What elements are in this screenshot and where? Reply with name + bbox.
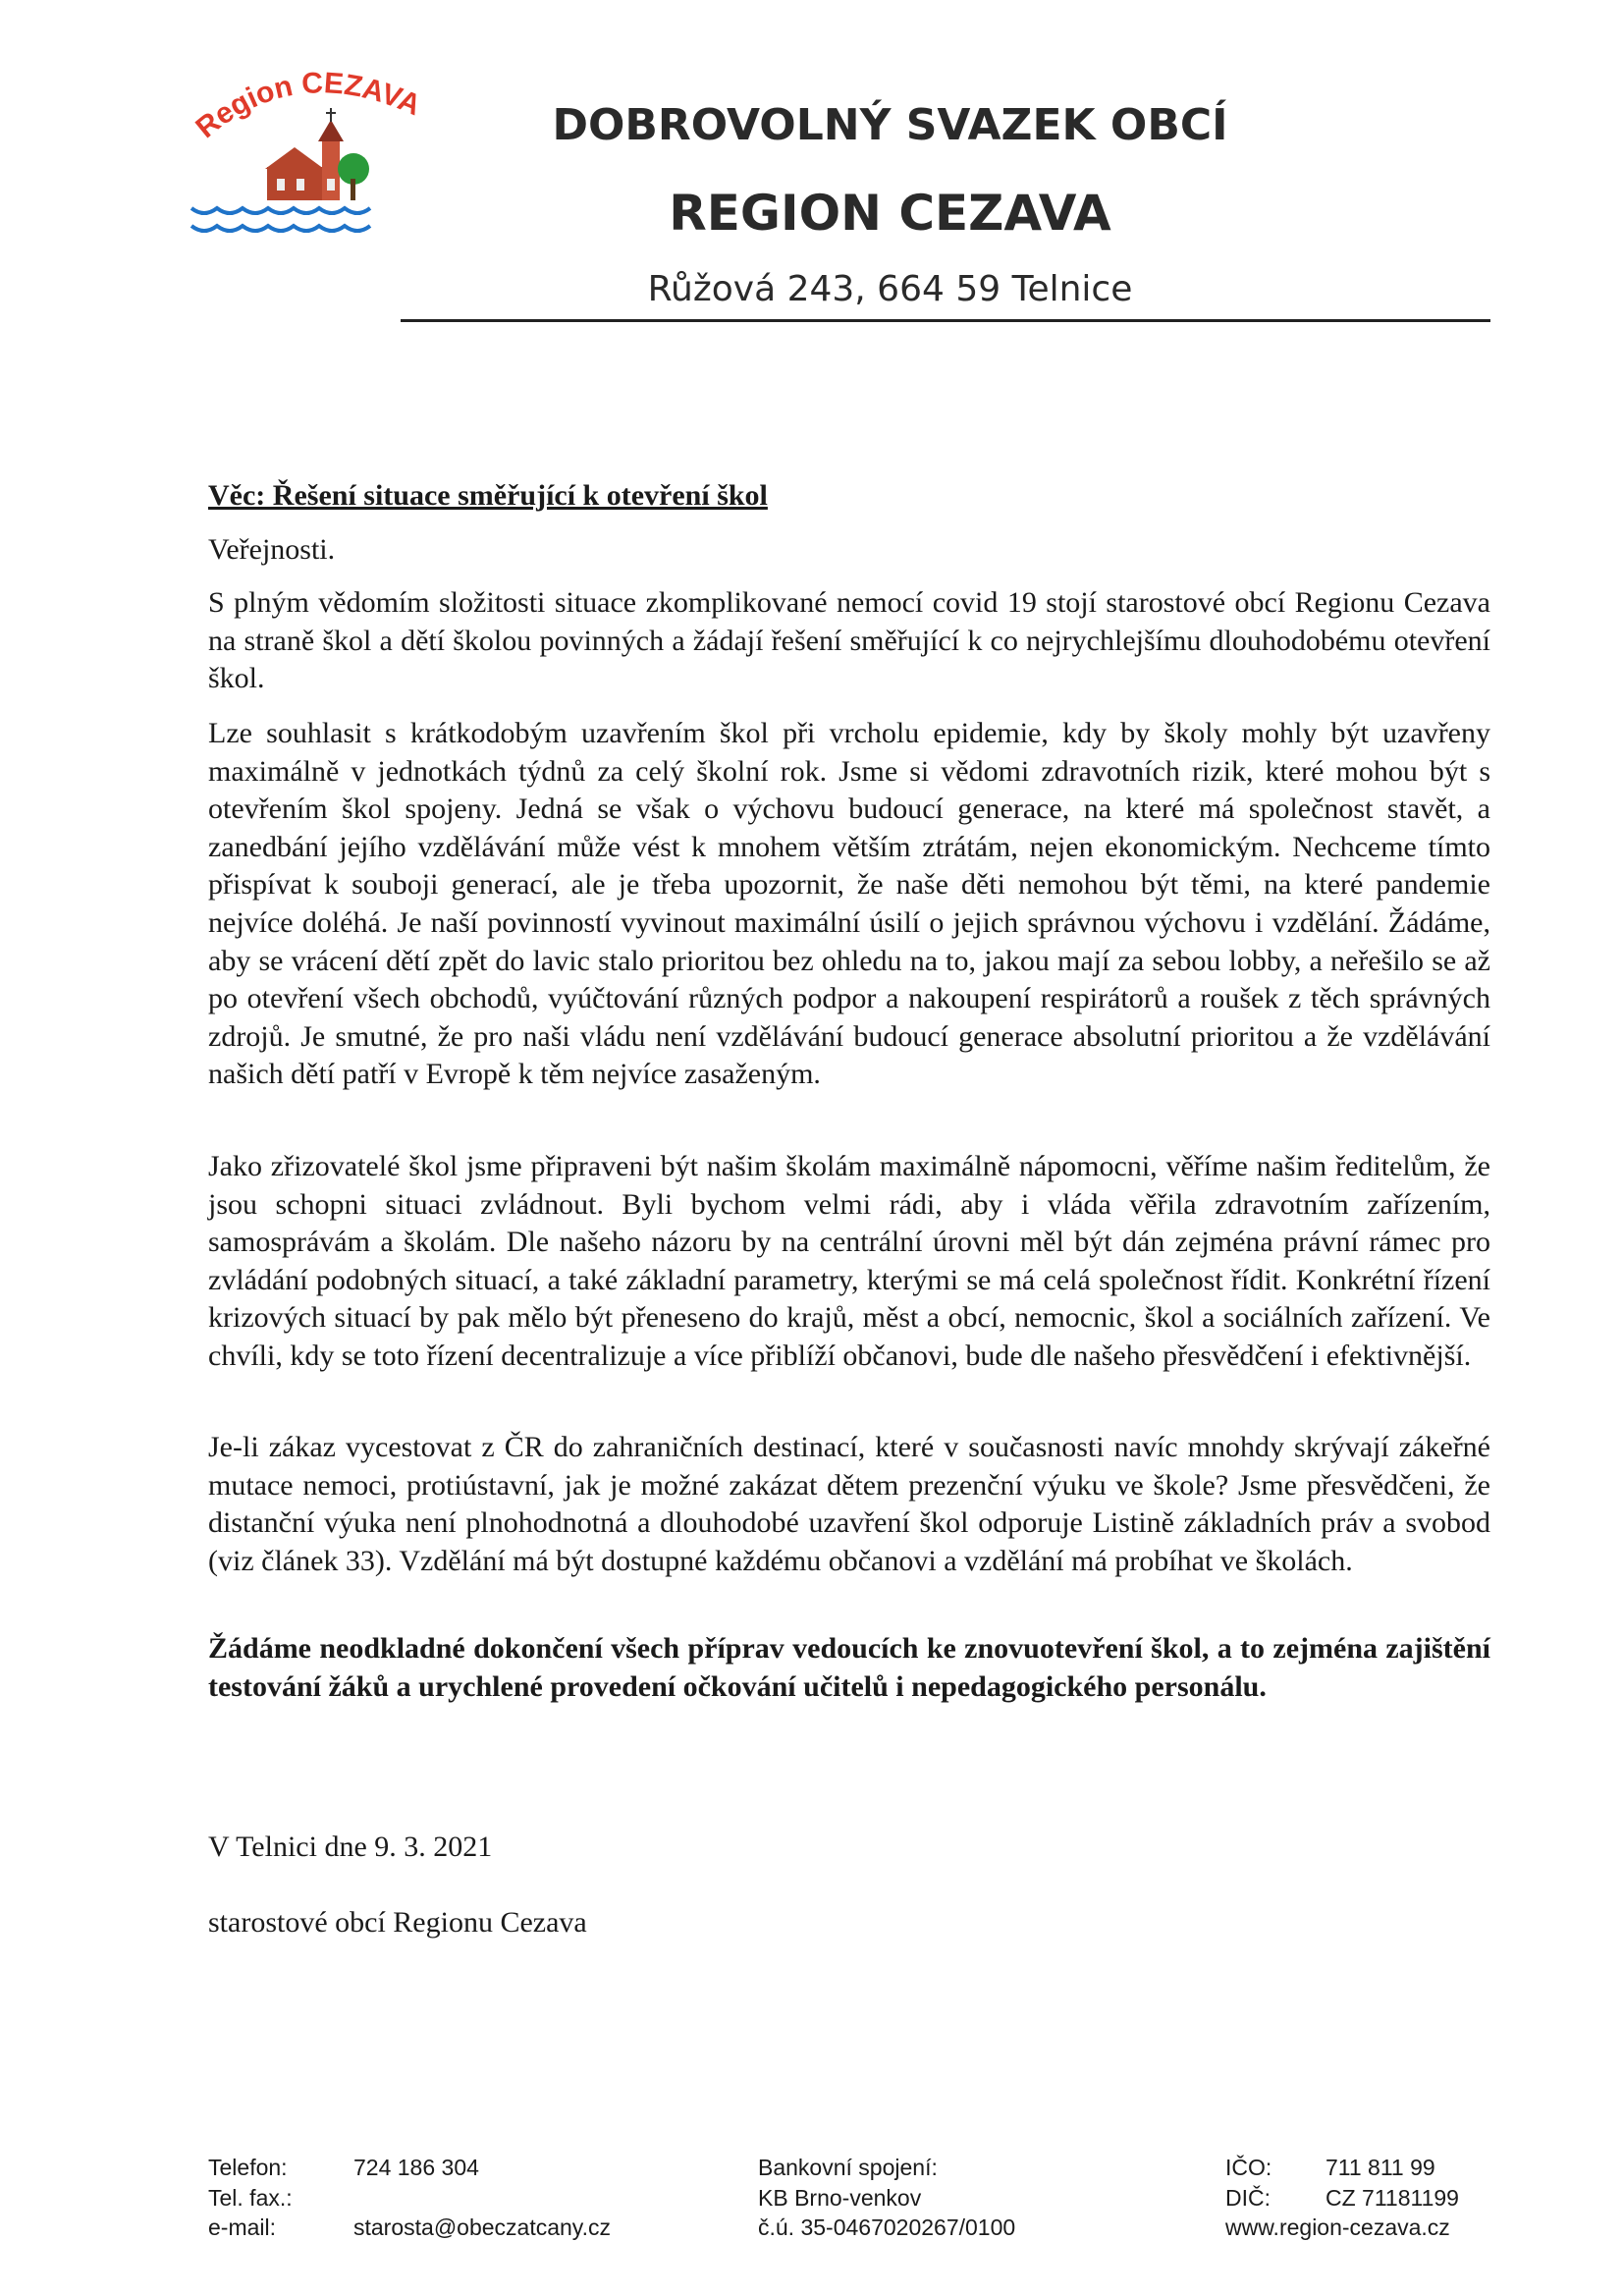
paragraph-2: Lze souhlasit s krátkodobým uzavřením škol při vrcholu epidemie, kdy by školy mohly být uzavřeny maximálně v jednotkách týdnů za celý školní rok. Jsme si vědomi zdravotních rizik, které mohou být s otevřením škol spojeny. Jedná se však o výchovu budoucí generace, na které má společnost stavět, a zanedbání jejího vzdělávání může vést k mnohem větším ztrátám, nejen ekonomickým. Nechceme tímto přispívat k souboji generací, ale je třeba upozornit, že naše děti nemohou být těmi, na které pandemie nejvíce doléhá. Je naší povinností vyvinout maximální úsilí o jejich správnou výchovu i vzdělání. Žádáme, aby se vrácení dětí zpět do lavic stalo prioritou bez ohledu na to, jakou mají za sebou lobby, a neřešilo se až po otevření všech obchodů, vyúčtování různých podpor a nakoupení respirátorů a roušek z těch správných zdrojů. Je smutné, že pro naši vládu není vzdělávání budoucí generace absolutní prioritou a že vzdělávání našich dětí patří v Evropě k těm nejvíce zasaženým.: [208, 717, 1490, 1091]
paragraph-3: Jako zřizovatelé škol jsme připraveni být našim školám maximálně nápomocni, věříme našim ředitelům, že jsou schopni situaci zvládnout. Byli bychom velmi rádi, aby i vláda věřila zdravotním zařízením, samosprávám a školám. Dle našeho názoru by na centrální úrovni měl být dán zejména právní rámec pro zvládání podobných situací, a také základní parametry, kterými se má celá společnost řídit. Konkrétní řízení krizových situací by pak mělo být přeneseno do krajů, měst a obcí, nemocnic, škol a sociálních zařízení. Ve chvíli, kdy se toto řízení decentralizuje a více přiblíží občanovi, bude dle našeho přesvědčení i efektivnější.: [208, 1150, 1490, 1372]
org-type: DOBROVOLNÝ SVAZEK OBCÍ: [552, 100, 1228, 150]
logo-text: Region CEZAVA: [189, 67, 426, 145]
footer-id-labels: [1225, 2153, 1314, 2213]
email-value: starosta@obeczatcany.cz: [353, 2214, 611, 2240]
footer-contact-values: [353, 2153, 648, 2243]
dic-value: CZ 71181199: [1325, 2184, 1459, 2211]
bank-label: Bankovní spojení:: [758, 2155, 938, 2180]
bank-name: KB Brno-venkov: [758, 2184, 922, 2211]
footer-bank: [758, 2153, 1092, 2243]
paragraph-4: Je-li zákaz vycestovat z ČR do zahraničních destinací, které v současnosti navíc mnohdy skrývají zákeřné mutace nemoci, protiústavní, jak je možné zakázat dětem prezenční výuku ve škole? Jsme přesvědčeni, že distanční výuka není plnohodnotná a dlouhodobé uzavření škol odporuje Listině základních práv a svobod (viz článek 33). Vzdělání má být dostupné každému občanovi a vzdělání má probíhat ve školách.: [208, 1431, 1490, 1577]
website: www.region-cezava.cz: [1225, 2214, 1450, 2240]
org-name: REGION CEZAVA: [669, 185, 1111, 242]
paragraph-1: S plným vědomím složitosti situace zkomplikované nemocí covid 19 stojí starostové obcí Regionu Cezava na straně škol a dětí školou povinných a žádají řešení směřující k co nejrychlejšímu dlouhodobému otevření škol.: [208, 586, 1490, 695]
letter-signature: starostové obcí Regionu Cezava: [208, 1906, 587, 1939]
letter-date: V Telnici dne 9. 3. 2021: [208, 1831, 493, 1863]
paragraph-request: Žádáme neodkladné dokončení všech příprav vedoucích ke znovuotevření škol, a to zejména zajištění testování žáků a urychlené provedení očkování učitelů i nepedagogického personálu.: [208, 1632, 1490, 1703]
phone-label: Telefon:: [208, 2155, 288, 2180]
dic-label: DIČ:: [1225, 2184, 1271, 2211]
letter-subject: Věc: Řešení situace směřující k otevření škol: [208, 479, 768, 512]
bank-account: č.ú. 35-0467020267/0100: [758, 2214, 1016, 2240]
org-address: Růžová 243, 664 59 Telnice: [647, 269, 1133, 309]
email-label: e-mail:: [208, 2214, 277, 2240]
footer-contact-labels: [208, 2153, 346, 2243]
footer-id-values: [1325, 2153, 1522, 2213]
header-divider: [401, 319, 1490, 322]
letter-greeting: Veřejnosti.: [208, 533, 336, 566]
ico-label: IČO:: [1225, 2155, 1272, 2180]
fax-label: Tel. fax.:: [208, 2184, 293, 2211]
phone-value: 724 186 304: [353, 2155, 479, 2180]
ico-value: 711 811 99: [1325, 2155, 1435, 2180]
fax-value: [353, 2183, 648, 2214]
